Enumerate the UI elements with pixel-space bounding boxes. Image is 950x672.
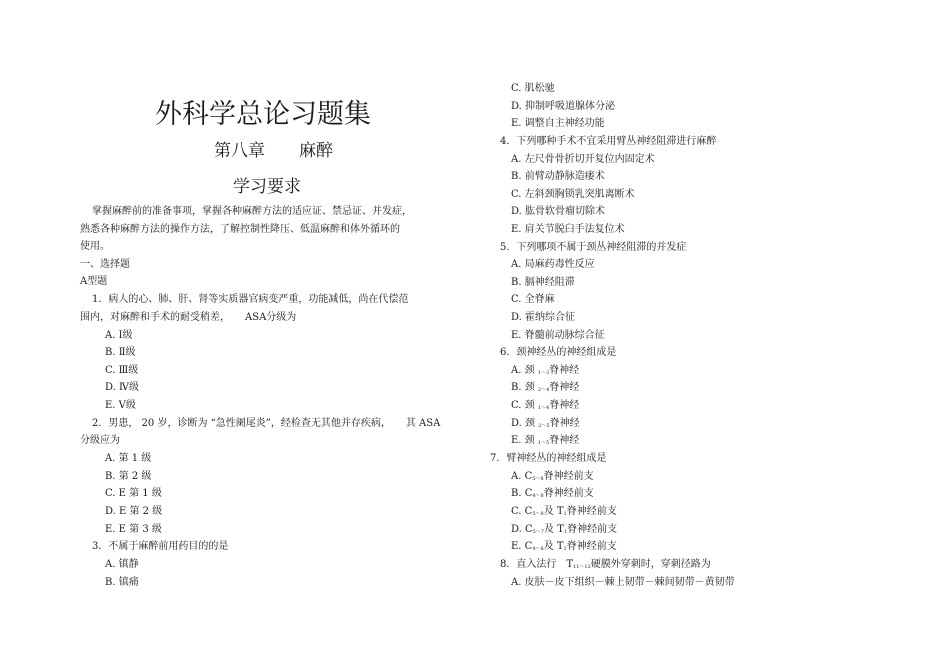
q7-option-a: A. $C_{5\sim 8}$脊神经前支 <box>511 471 594 482</box>
section-heading: 一、选择题 <box>80 259 130 270</box>
q4-stem: 4．下列哪种手术不宜采用臂丛神经阻滞进行麻醉 <box>500 136 717 147</box>
q4-option-d: D. 肱骨软骨瘤切除术 <box>511 206 606 217</box>
q3-stem: 3．不属于麻醉前用药目的的是 <box>92 541 229 552</box>
q2-option-d: D. E 第 2 级 <box>105 506 163 517</box>
q1-option-a: A. Ⅰ级 <box>105 330 133 341</box>
q6-option-e: E. 颈 $_{1\sim 5}$脊神经 <box>511 435 580 446</box>
q6-stem: 6．颈神经丛的神经组成是 <box>500 347 617 358</box>
q5-option-b: B. 膈神经阻滞 <box>511 277 575 288</box>
q8-option-a: A. 皮肤－皮下组织－棘上韧带－棘间韧带－黄韧带 <box>511 577 735 588</box>
q4-option-c: C. 左斜颈胸锁乳突肌离断术 <box>511 189 635 200</box>
q2-option-c: C. E 第 1 级 <box>105 488 162 499</box>
question-type-label: A型题 <box>80 276 108 287</box>
q1-stem-line-1: 1．病人的心、肺、肝、肾等实质器官病变严重，功能减低，尚在代偿范 <box>92 294 409 305</box>
q6-option-d: D. 颈 $_{2\sim 5}$脊神经 <box>511 418 580 429</box>
q7-option-b: B. $C_{4\sim 8}$脊神经前支 <box>511 488 594 499</box>
q6-option-b: B. 颈 $_{2\sim 4}$脊神经 <box>511 382 580 393</box>
requirements-heading: 学习要求 <box>233 177 301 197</box>
q3-option-b: B. 镇痛 <box>105 577 139 588</box>
q3-option-e: E. 调整自主神经功能 <box>511 118 605 129</box>
q5-option-c: C. 全脊麻 <box>511 294 555 305</box>
q1-option-d: D. Ⅳ级 <box>105 382 140 393</box>
q1-option-b: B. Ⅱ级 <box>105 347 136 358</box>
q7-stem: 7．臂神经丛的神经组成是 <box>490 453 607 464</box>
q3-option-c: C. 肌松驰 <box>511 83 555 94</box>
q2-option-a: A. 第 1 级 <box>105 453 152 464</box>
q4-option-a: A. 左尺骨骨折切开复位内固定术 <box>511 154 655 165</box>
q5-stem: 5．下列哪项不属于颈丛神经阻滞的并发症 <box>500 242 687 253</box>
requirements-line-3: 使用。 <box>80 241 110 252</box>
q3-option-a: A. 镇静 <box>105 559 139 570</box>
q1-option-e: E. Ⅴ级 <box>105 400 136 411</box>
q2-stem-line-2: 分级应为 <box>80 435 120 446</box>
q7-option-e: E. $C_{4\sim 8}$及 $T_1$脊神经前支 <box>511 541 617 552</box>
q2-stem-line-1: 2．男患， 20 岁，诊断为 “急性阑尾炎”，经检查无其他并存疾病， 其 ASA <box>92 418 441 429</box>
q7-option-d: D. $C_{5\sim 7}$及 $T_1$脊神经前支 <box>511 524 618 535</box>
q3-option-d: D. 抑制呼吸道腺体分泌 <box>511 101 616 112</box>
requirements-line-1: 掌握麻醉前的准备事项，掌握各种麻醉方法的适应证、禁忌证、并发症， <box>92 206 412 217</box>
chapter-heading: 第八章 麻醉 <box>214 141 333 161</box>
q6-option-c: C. 颈 $_{1\sim 4}$脊神经 <box>511 400 580 411</box>
q2-option-e: E. E 第 3 级 <box>105 524 162 535</box>
q5-option-d: D. 霍纳综合征 <box>511 312 576 323</box>
q4-option-e: E. 肩关节脱臼手法复位术 <box>511 224 625 235</box>
q8-stem: 8．直入法行 $T_{11\sim 12}$硬膜外穿刺时，穿刺径路为 <box>500 559 711 570</box>
q1-option-c: C. Ⅲ级 <box>105 365 139 376</box>
document-title: 外科学总论习题集 <box>155 99 371 130</box>
q5-option-a: A. 局麻药毒性反应 <box>511 259 595 270</box>
q2-option-b: B. 第 2 级 <box>105 471 152 482</box>
q6-option-a: A. 颈 $_{1\sim 3}$脊神经 <box>511 365 580 376</box>
requirements-line-2: 熟悉各种麻醉方法的操作方法，了解控制性降压、低温麻醉和体外循环的 <box>80 224 400 235</box>
q5-option-e: E. 脊髓前动脉综合征 <box>511 330 605 341</box>
q7-option-c: C. $C_{5\sim 8}$及 $T_1$脊神经前支 <box>511 506 617 517</box>
q4-option-b: B. 前臂动静脉造瘘术 <box>511 171 605 182</box>
q1-stem-line-2: 围内，对麻醉和手术的耐受稍差， ASA分级为 <box>80 312 297 323</box>
